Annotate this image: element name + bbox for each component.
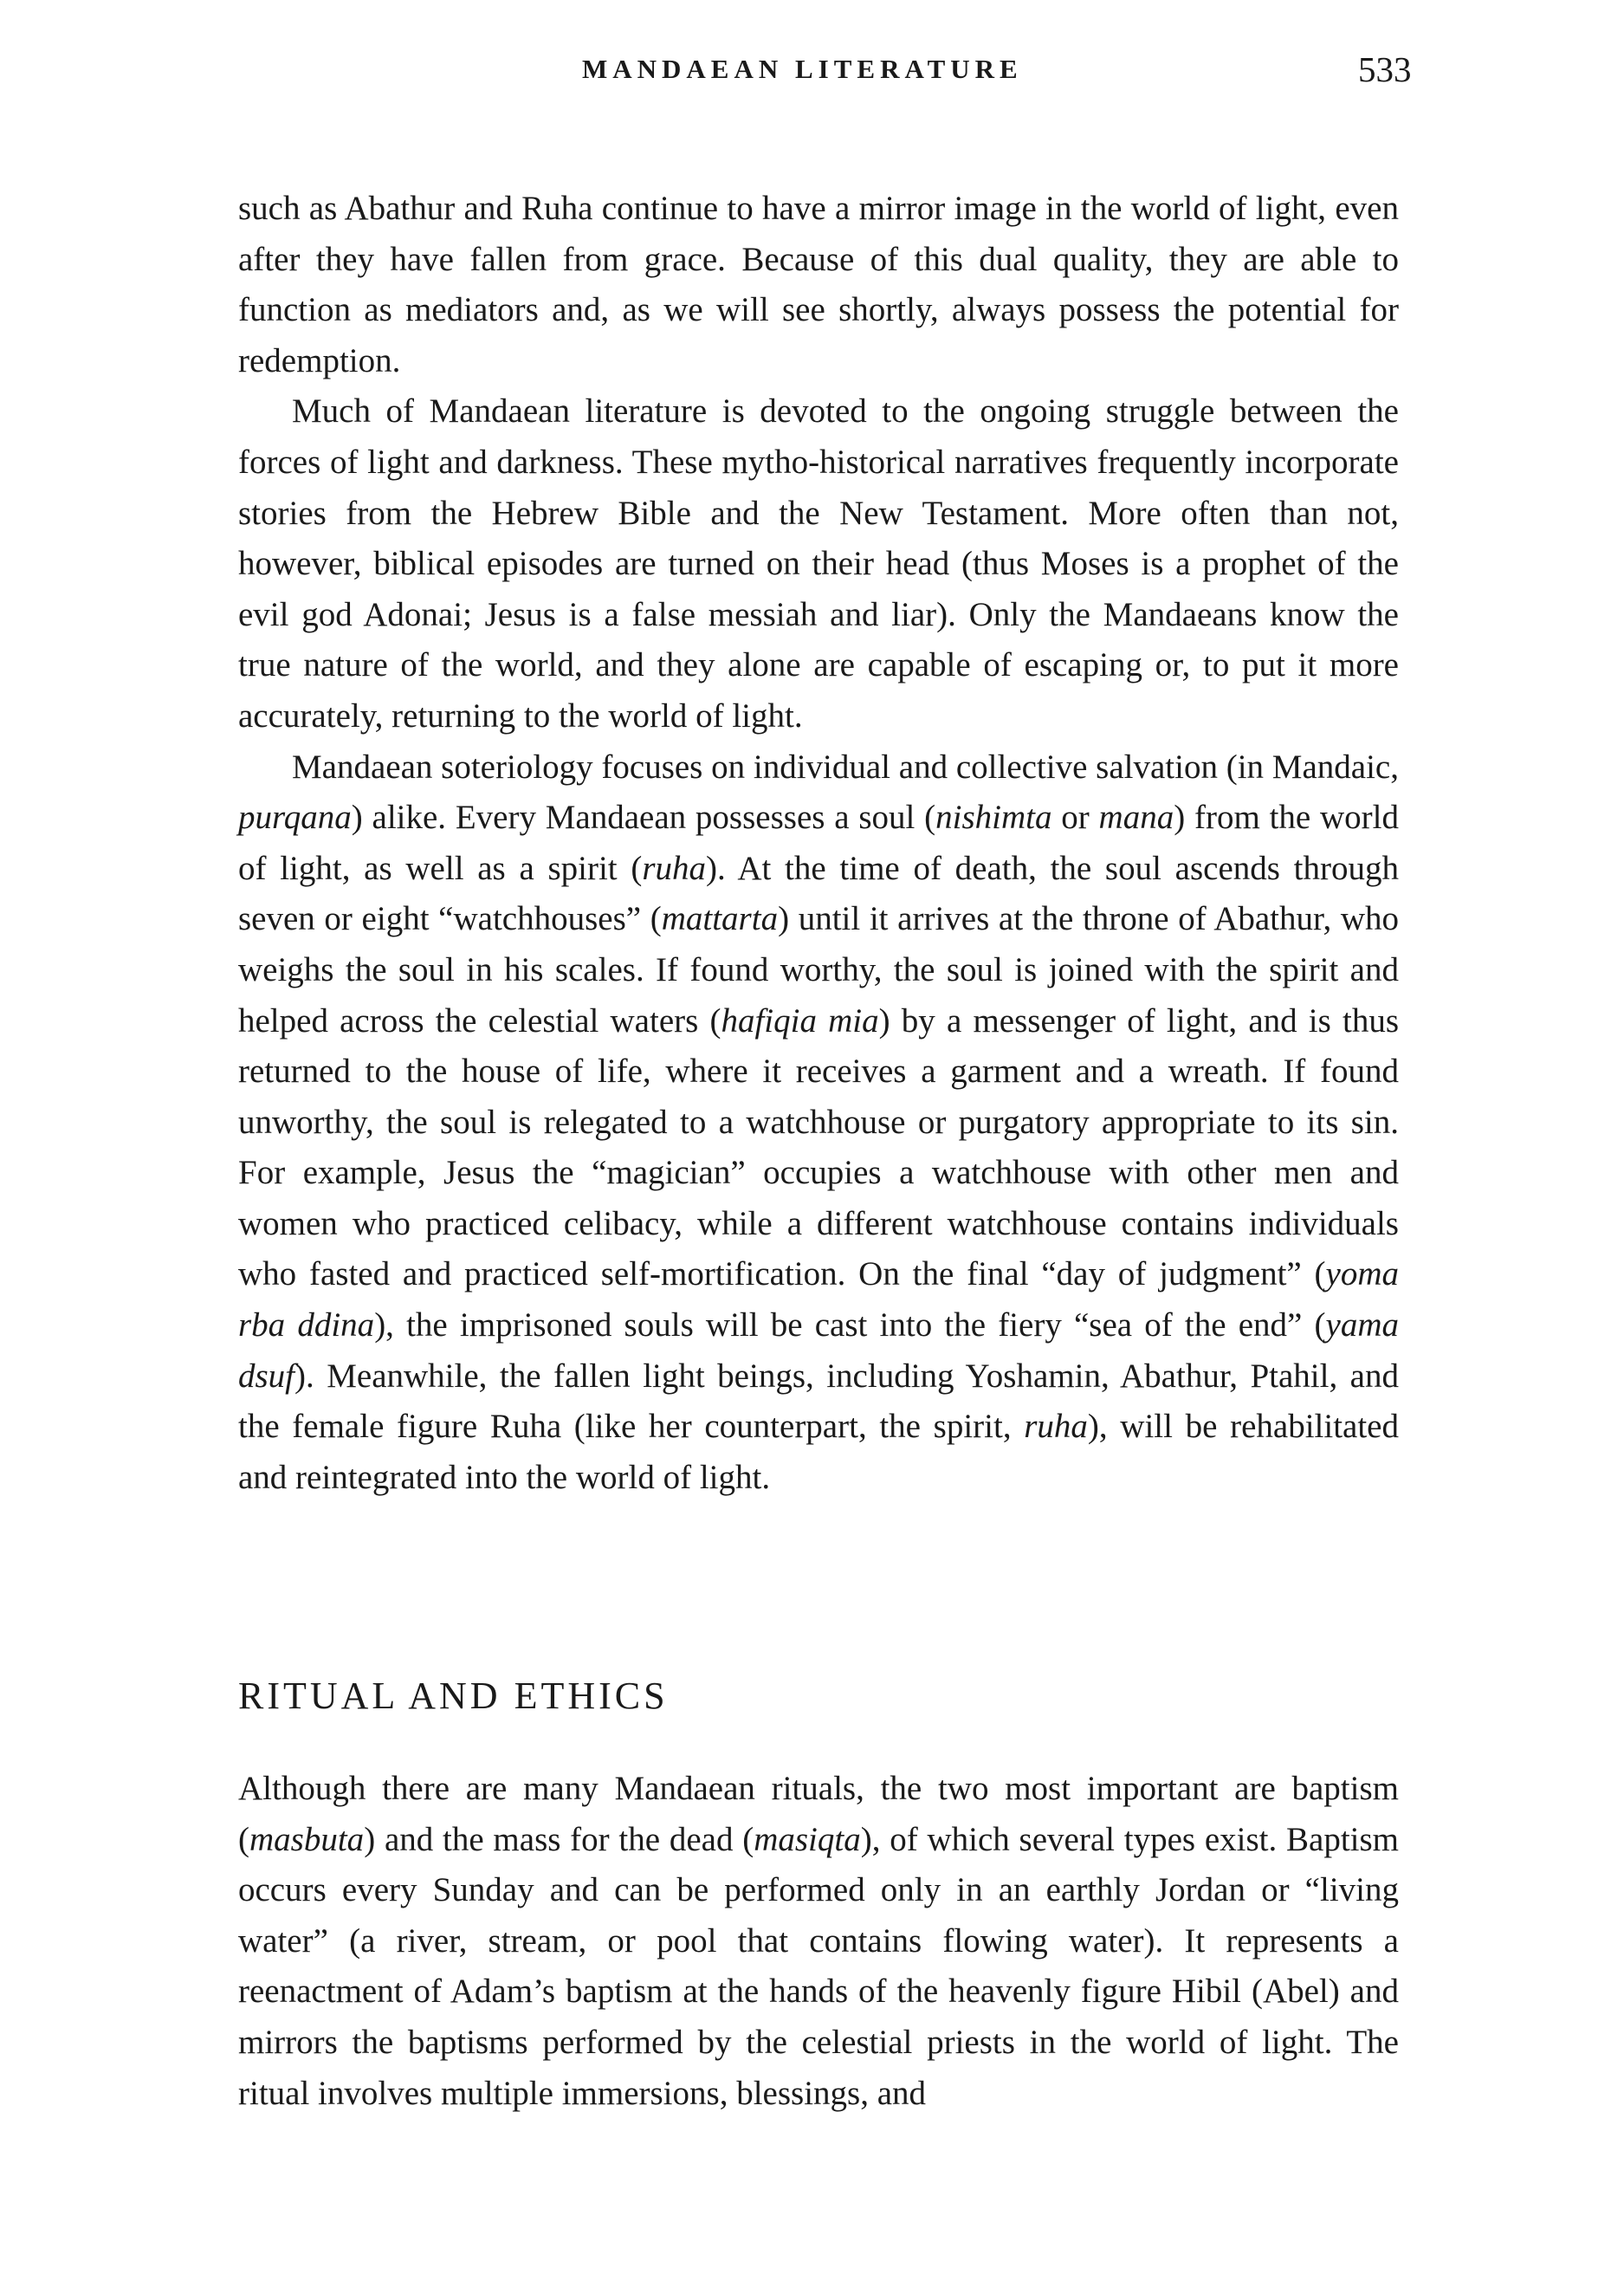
italic-term: mattarta	[661, 900, 779, 938]
italic-term: yoma rba ddina	[238, 1255, 1399, 1344]
italic-term: mana	[1098, 799, 1174, 837]
italic-term: masiqta	[754, 1820, 861, 1858]
italic-term: masbuta	[249, 1820, 365, 1858]
text-run: ) by a messenger of light, and is thus returned to the house of life, where it receives a garment and a wreath. If found unworthy, the soul is relegated to a watchhouse or purgatory appropriate to its sin. For example, Jesus the “magician” occupies a watchhouse with other men and women who practiced celibacy, while a different watchhouse contains individuals who fasted and practiced self-mortification. On the final “day of judgment” (	[238, 1001, 1399, 1293]
text-run: ). At the time of death, the soul ascends through seven or eight “watchhouses” (	[238, 849, 1399, 938]
text-run: Mandaean soteriology focuses on individual and collective salvation (in Mandaic,	[292, 748, 1399, 786]
paragraph	[238, 1764, 1399, 2119]
text-run: or	[1051, 799, 1099, 837]
text-run: ), the imprisoned souls will be cast into the fiery “sea of the end” (	[374, 1306, 1326, 1344]
text-run: ) from the world of light, as well as a spirit (	[238, 799, 1399, 887]
text-run: Much of Mandaean literature is devoted to the ongoing struggle between the forces of light and darkness. These mytho-historical narratives frequently incorporate stories from the Hebrew Bible and the New Testament. More often than not, however, biblical episodes are turned on their head (thus Moses is a prophet of the evil god Adonai; Jesus is a false messiah and liar). Only the Mandaeans know the true nature of the world, and they alone are capable of escaping or, to put it more accurately, returning to the world of light.	[238, 392, 1399, 735]
paragraph	[238, 742, 1399, 1504]
italic-term: hafiqia mia	[721, 1001, 879, 1040]
italic-term: yama dsuf	[238, 1306, 1400, 1395]
italic-term: ruha	[1024, 1408, 1088, 1446]
text-run: ). Meanwhile, the fallen light beings, including Yoshamin, Abathur, Ptahil, and the female figure Ruha (like her counterpart, the spirit,	[238, 1357, 1399, 1446]
main-text	[238, 184, 1399, 1503]
text-run: ), will be rehabilitated and reintegrated into the world of light.	[238, 1408, 1399, 1496]
section-text	[238, 1764, 1399, 2119]
paragraph	[238, 386, 1399, 742]
text-run: ) alike. Every Mandaean possesses a soul (	[351, 799, 936, 837]
running-head: MANDAEAN LITERATURE	[582, 54, 1023, 84]
text-run: ) until it arrives at the throne of Abathur, who weighs the soul in his scales. If found worthy, the soul is joined with the spirit and helped across the celestial waters (	[238, 900, 1399, 1040]
italic-term: ruha	[642, 849, 707, 887]
text-run: ), of which several types exist. Baptism occurs every Sunday and can be performed only in an earthly Jordan or “living water” (a river, stream, or pool that contains flowing water). It represents a reenactment of Adam’s baptism at the hands of the heavenly figure Hibil (Abel) and mirrors the baptisms performed by the celestial priests in the world of light. The ritual involves multiple immersions, blessings, and	[238, 1820, 1400, 2112]
paragraph	[238, 184, 1399, 386]
italic-term: nishimta	[935, 799, 1052, 837]
text-run: Although there are many Mandaean rituals, the two most important are baptism (	[238, 1770, 1399, 1858]
text-run: ) and the mass for the dead (	[364, 1820, 754, 1858]
page-number: 533	[1358, 49, 1412, 89]
text-run: such as Abathur and Ruha continue to have a mirror image in the world of light, even after they have fallen from grace. Because of this dual quality, they are able to function as mediators and, as we will see shortly, always possess the potential for redemption.	[238, 190, 1399, 379]
italic-term: purqana	[238, 799, 352, 837]
section-heading: RITUAL AND ETHICS	[238, 1675, 669, 1717]
